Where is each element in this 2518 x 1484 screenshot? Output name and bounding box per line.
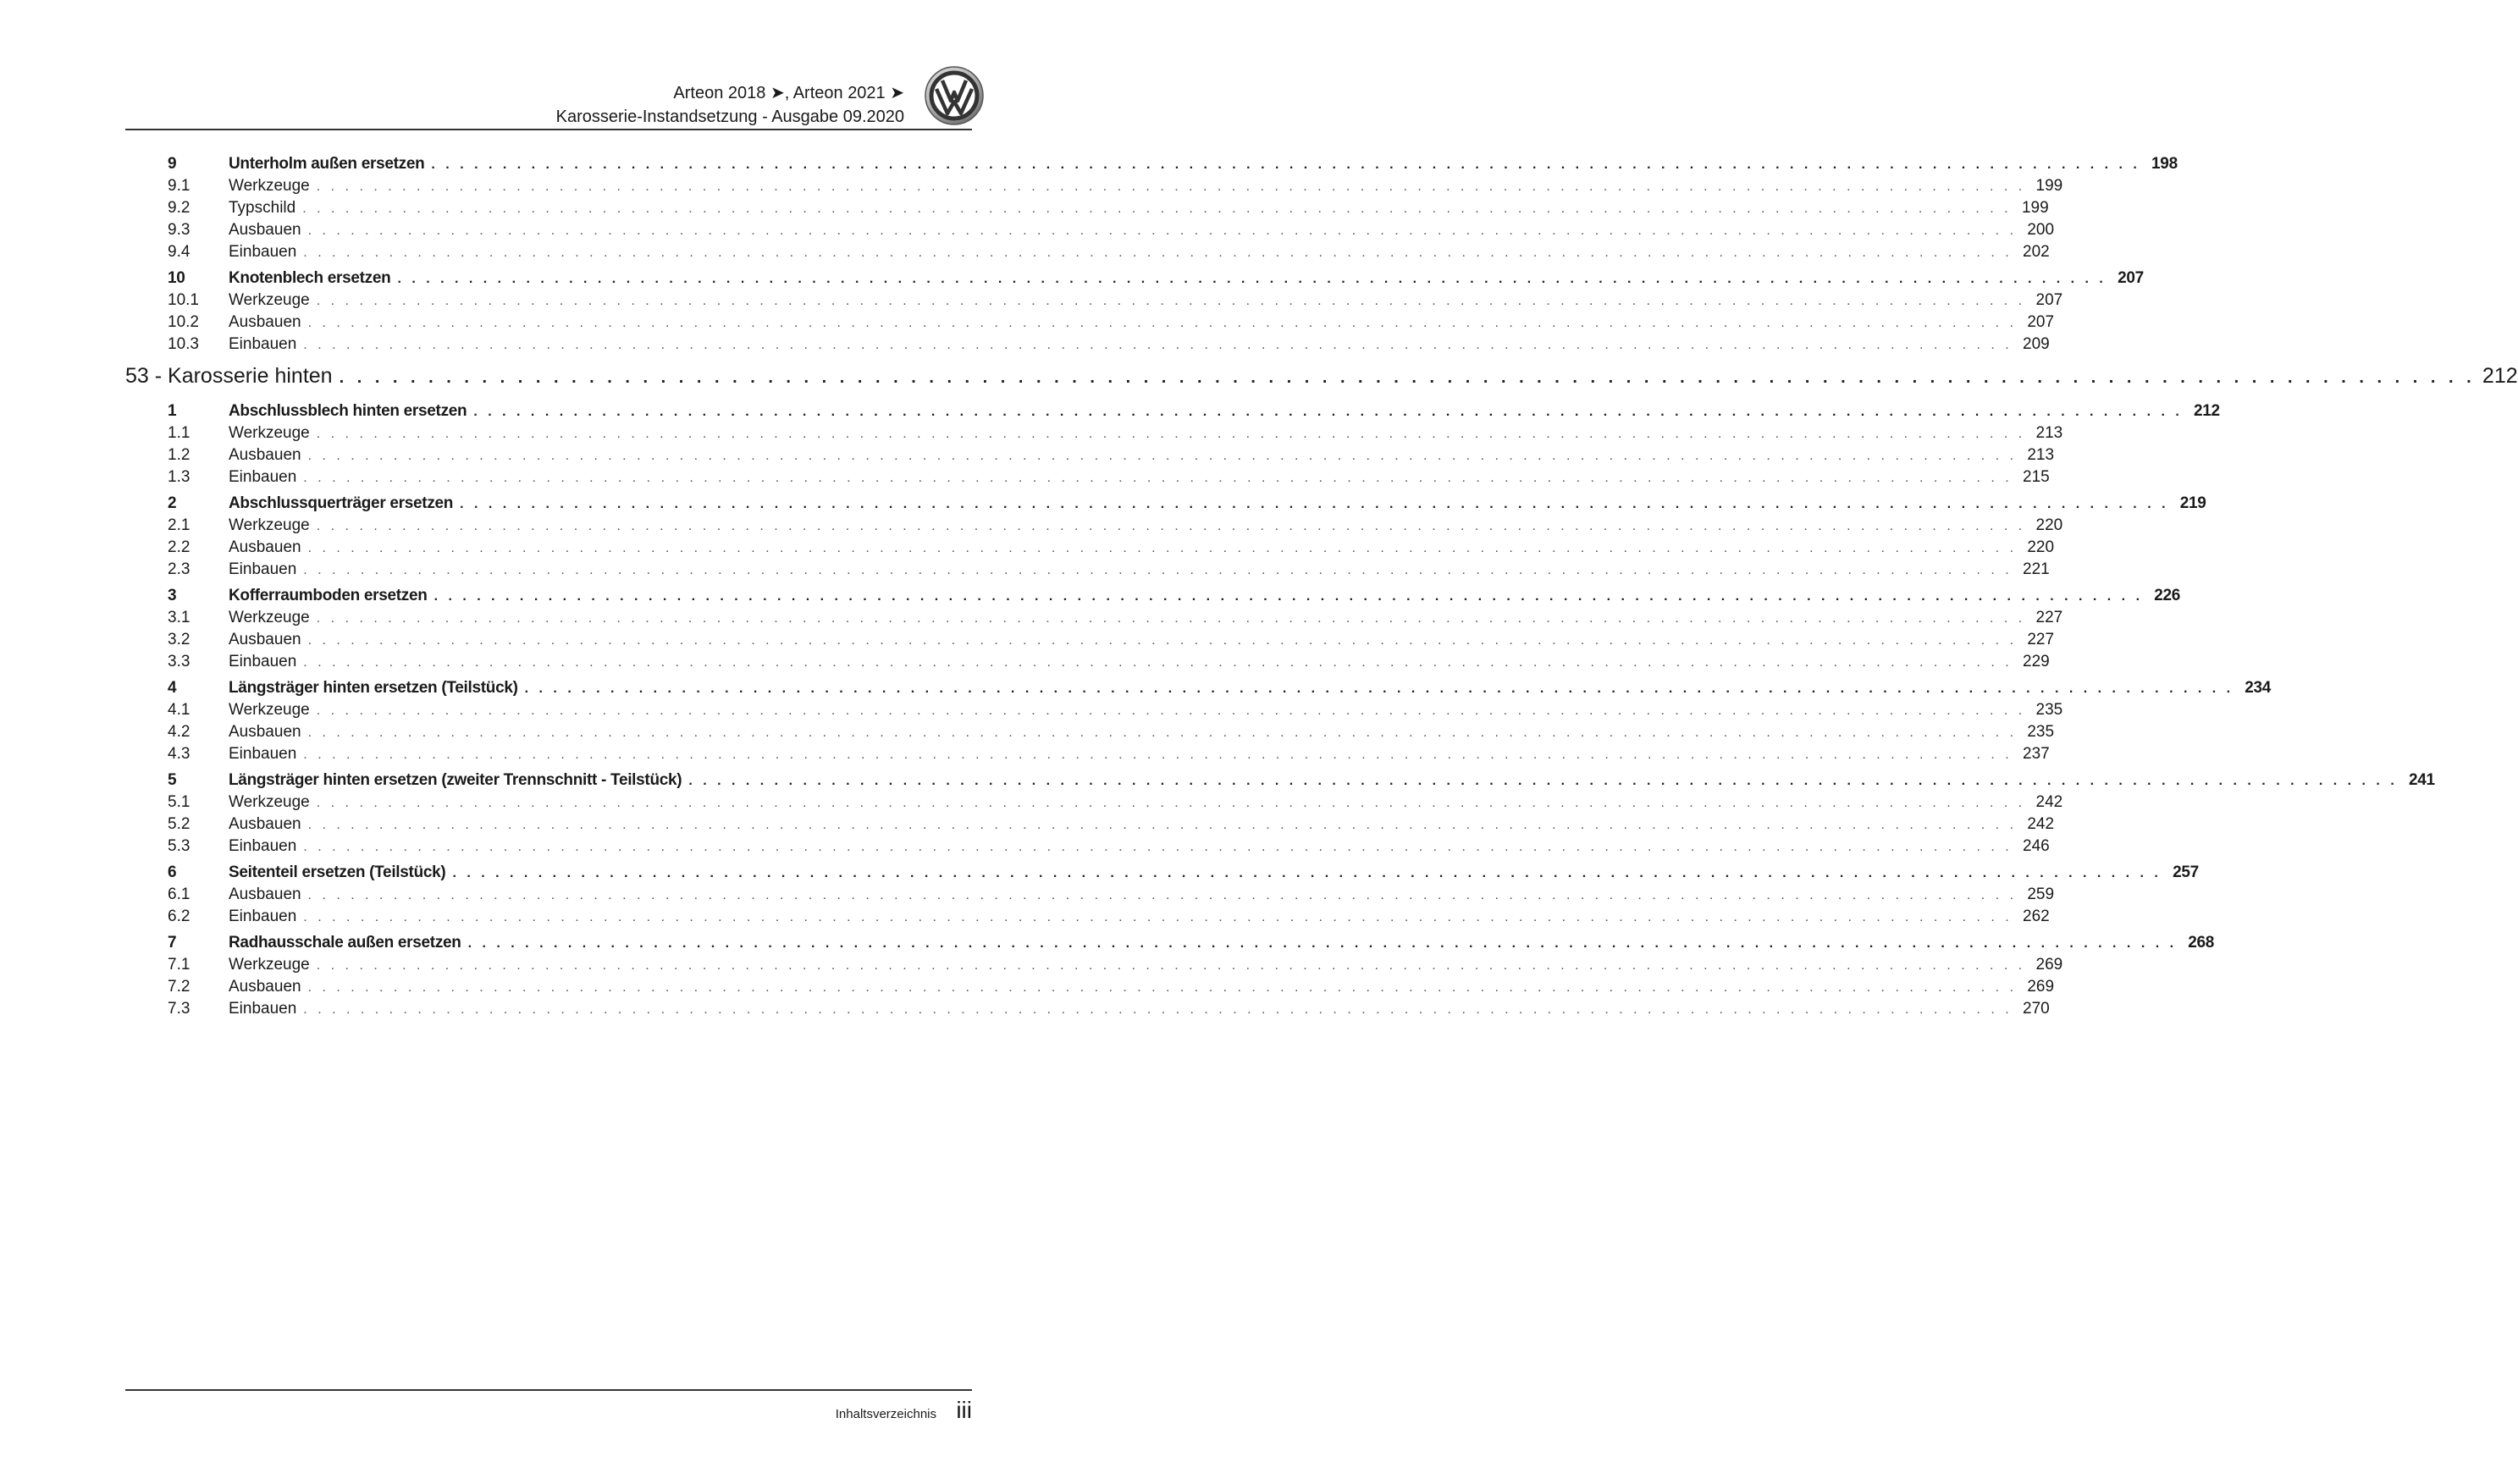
toc-leader-dots: . . . . . . . . . . . . . . . . . . . . . . . . . . . . . . . . . . . . . . . . . . . . . . . . . . . . . . . . . . . . . . . . . . . . . . . . . . . . . . . . . . . . . . . . . . . . . . . . . . . . . . . . . . . . . . . . . . . . . . . . bbox=[524, 681, 2234, 696]
toc-entry-title: Ausbauen bbox=[229, 313, 301, 331]
toc-entry-number: 1.3 bbox=[168, 468, 191, 486]
toc-item[interactable] bbox=[125, 609, 2063, 631]
toc-section[interactable] bbox=[125, 934, 2215, 956]
toc-section[interactable] bbox=[125, 494, 2206, 516]
toc-entry-page: 229 bbox=[2023, 653, 2050, 670]
toc-entry-number: 5.2 bbox=[168, 815, 191, 833]
toc-item[interactable] bbox=[125, 793, 2063, 815]
table-of-contents bbox=[125, 151, 2518, 1022]
toc-leader-dots: . . . . . . . . . . . . . . . . . . . . . . . . . . . . . . . . . . . . . . . . . . . . . . . . . . . . . . . . . . . . . . . . . . . . . . . . . . . . . . . . . . . . . . . . . . . . . . . . . . . . . . . . . . . . . . . . . . . . . . . . bbox=[302, 201, 2012, 216]
toc-leader-dots: . . . . . . . . . . . . . . . . . . . . . . . . . . . . . . . . . . . . . . . . . . . . . . . . . . . . . . . . . . . . . . . . . . . . . . . . . . . . . . . . . . . . . . . . . . . . . . . . . . . . . . . . . . . . . . . . . . . . . . . . bbox=[688, 774, 2398, 788]
toc-entry-page: 221 bbox=[2023, 560, 2050, 578]
toc-item[interactable] bbox=[125, 291, 2063, 313]
toc-entry-title: Einbauen bbox=[229, 745, 297, 763]
toc-item[interactable] bbox=[125, 885, 2055, 908]
toc-section[interactable] bbox=[125, 402, 2220, 424]
toc-item[interactable] bbox=[125, 446, 2055, 468]
toc-entry-title: Einbauen bbox=[229, 908, 297, 925]
toc-entry-title: Knotenblech ersetzen bbox=[229, 269, 391, 287]
toc-leader-dots: . . . . . . . . . . . . . . . . . . . . . . . . . . . . . . . . . . . . . . . . . . . . . . . . . . . . . . . . . . . . . . . . . . . . . . . . . . . . . . . . . . . . . . . . . . . . . . . . . . . . . . . . . . . . . . . . . . . . . . . . bbox=[316, 703, 2026, 718]
toc-entry-number: 2.1 bbox=[168, 516, 191, 534]
toc-entry-page: 242 bbox=[2027, 815, 2055, 833]
toc-entry-number: 6.2 bbox=[168, 908, 191, 925]
toc-leader-dots: . . . . . . . . . . . . . . . . . . . . . . . . . . . . . . . . . . . . . . . . . . . . . . . . . . . . . . . . . . . . . . . . . . . . . . . . . . . . . . . . . . . . . . . . . . . . . . . . . . . . . . . . . . . . . . . . . . . . . . . . bbox=[467, 936, 2178, 951]
toc-leader-dots: . . . . . . . . . . . . . . . . . . . . . . . . . . . . . . . . . . . . . . . . . . . . . . . . . . . . . . . . . . . . . . . . . . . . . . . . . . . . . . . . . . . . . . . . . . . . . . . . . . . . . . . . . . . . . . . . . . . . . . . . bbox=[307, 223, 2018, 238]
toc-item[interactable] bbox=[125, 908, 2050, 930]
toc-entry-number: 3.2 bbox=[168, 631, 191, 648]
toc-entry-number: 4.3 bbox=[168, 745, 191, 763]
toc-leader-dots: . . . . . . . . . . . . . . . . . . . . . . . . . . . . . . . . . . . . . . . . . . . . . . . . . . . . . . . . . . . . . . . . . . . . . . . . . . . . . . . . . . . . . . . . . . . . . . . . . . . . . . . . . . . . . . . . . . . . . . . . bbox=[316, 958, 2026, 973]
toc-leader-dots: . . . . . . . . . . . . . . . . . . . . . . . . . . . . . . . . . . . . . . . . . . . . . . . . . . . . . . . . . . . . . . . . . . . . . . . . . . . . . . . . . . . . . . . . . . . . . . . . . . . . . . . . . . . . . . . . . . . . . . . . bbox=[397, 272, 2107, 286]
toc-entry-title: Werkzeuge bbox=[229, 516, 310, 534]
toc-entry-title: Ausbauen bbox=[229, 631, 301, 648]
toc-leader-dots: . . . . . . . . . . . . . . . . . . . . . . . . . . . . . . . . . . . . . . . . . . . . . . . . . . . . . . . . . . . . . . . . . . . . . . . . . . . . . . . . . . . . . . . . . . . . . . . . . . . . . . . . . . . . . . . . . . . . . . . . bbox=[307, 541, 2018, 555]
toc-leader-dots: . . . . . . . . . . . . . . . . . . . . . . . . . . . . . . . . . . . . . . . . . . . . . . . . . . . . . . . . . . . . . . . . . . . . . . . . . . . . . . . . . . . . . . . . . . . . . . . . . . . . . . . . . . . . . . . . . . . . . . . . bbox=[339, 368, 2476, 387]
toc-leader-dots: . . . . . . . . . . . . . . . . . . . . . . . . . . . . . . . . . . . . . . . . . . . . . . . . . . . . . . . . . . . . . . . . . . . . . . . . . . . . . . . . . . . . . . . . . . . . . . . . . . . . . . . . . . . . . . . . . . . . . . . . bbox=[316, 611, 2026, 626]
toc-entry-number: 4.1 bbox=[168, 701, 191, 719]
toc-entry-title: Längsträger hinten ersetzen (zweiter Trennschnitt - Teilstück) bbox=[229, 771, 682, 789]
toc-entry-title: Einbauen bbox=[229, 653, 297, 670]
toc-entry-page: 213 bbox=[2027, 446, 2055, 464]
toc-leader-dots: . . . . . . . . . . . . . . . . . . . . . . . . . . . . . . . . . . . . . . . . . . . . . . . . . . . . . . . . . . . . . . . . . . . . . . . . . . . . . . . . . . . . . . . . . . . . . . . . . . . . . . . . . . . . . . . . . . . . . . . . bbox=[303, 840, 2013, 854]
toc-leader-dots: . . . . . . . . . . . . . . . . . . . . . . . . . . . . . . . . . . . . . . . . . . . . . . . . . . . . . . . . . . . . . . . . . . . . . . . . . . . . . . . . . . . . . . . . . . . . . . . . . . . . . . . . . . . . . . . . . . . . . . . . bbox=[307, 633, 2018, 648]
toc-entry-title: Abschlussquerträger ersetzen bbox=[229, 494, 454, 512]
toc-item[interactable] bbox=[125, 723, 2055, 745]
toc-section[interactable] bbox=[125, 587, 2181, 609]
toc-entry-page: 200 bbox=[2027, 221, 2055, 239]
toc-item[interactable] bbox=[125, 978, 2055, 1000]
toc-entry-title: Werkzeuge bbox=[229, 291, 310, 309]
toc-entry-page: 227 bbox=[2035, 609, 2063, 626]
toc-entry-title: Einbauen bbox=[229, 560, 297, 578]
toc-leader-dots: . . . . . . . . . . . . . . . . . . . . . . . . . . . . . . . . . . . . . . . . . . . . . . . . . . . . . . . . . . . . . . . . . . . . . . . . . . . . . . . . . . . . . . . . . . . . . . . . . . . . . . . . . . . . . . . . . . . . . . . . bbox=[303, 471, 2013, 485]
toc-entry-page: 209 bbox=[2023, 335, 2050, 353]
toc-item[interactable] bbox=[125, 631, 2055, 653]
toc-entry-page: 199 bbox=[2035, 177, 2063, 195]
toc-entry-title: Werkzeuge bbox=[229, 609, 310, 626]
toc-item[interactable] bbox=[125, 653, 2050, 675]
toc-entry-number: 10.2 bbox=[168, 313, 199, 331]
toc-item[interactable] bbox=[125, 815, 2055, 837]
toc-entry-title: Längsträger hinten ersetzen (Teilstück) bbox=[229, 679, 518, 697]
toc-entry-page: 246 bbox=[2023, 837, 2050, 855]
toc-item[interactable] bbox=[125, 516, 2063, 538]
toc-entry-page: 242 bbox=[2035, 793, 2063, 811]
toc-entry-page: 212 bbox=[2482, 364, 2518, 388]
toc-entry-number: 1.2 bbox=[168, 446, 191, 464]
toc-entry-number: 10.1 bbox=[168, 291, 199, 309]
toc-entry-page: 202 bbox=[2023, 243, 2050, 261]
toc-entry-number: 5 bbox=[168, 771, 177, 789]
toc-entry-number: 1.1 bbox=[168, 424, 191, 442]
toc-item[interactable] bbox=[125, 199, 2049, 221]
header-divider bbox=[125, 129, 972, 130]
toc-item[interactable] bbox=[125, 956, 2063, 978]
toc-entry-title: Einbauen bbox=[229, 837, 297, 855]
toc-entry-title: Werkzeuge bbox=[229, 177, 310, 195]
toc-item[interactable] bbox=[125, 538, 2055, 560]
toc-entry-title: Ausbauen bbox=[229, 538, 301, 556]
toc-leader-dots: . . . . . . . . . . . . . . . . . . . . . . . . . . . . . . . . . . . . . . . . . . . . . . . . . . . . . . . . . . . . . . . . . . . . . . . . . . . . . . . . . . . . . . . . . . . . . . . . . . . . . . . . . . . . . . . . . . . . . . . . bbox=[303, 563, 2013, 577]
toc-item[interactable] bbox=[125, 837, 2050, 859]
toc-entry-page: 198 bbox=[2151, 155, 2178, 173]
toc-section[interactable] bbox=[125, 155, 2178, 177]
toc-entry-title: Radhausschale außen ersetzen bbox=[229, 934, 461, 952]
toc-leader-dots: . . . . . . . . . . . . . . . . . . . . . . . . . . . . . . . . . . . . . . . . . . . . . . . . . . . . . . . . . . . . . . . . . . . . . . . . . . . . . . . . . . . . . . . . . . . . . . . . . . . . . . . . . . . . . . . . . . . . . . . . bbox=[303, 338, 2013, 352]
toc-item[interactable] bbox=[125, 335, 2050, 357]
toc-leader-dots: . . . . . . . . . . . . . . . . . . . . . . . . . . . . . . . . . . . . . . . . . . . . . . . . . . . . . . . . . . . . . . . . . . . . . . . . . . . . . . . . . . . . . . . . . . . . . . . . . . . . . . . . . . . . . . . . . . . . . . . . bbox=[307, 818, 2018, 832]
vw-logo-icon bbox=[925, 66, 984, 125]
toc-section[interactable] bbox=[125, 771, 2435, 793]
toc-leader-dots: . . . . . . . . . . . . . . . . . . . . . . . . . . . . . . . . . . . . . . . . . . . . . . . . . . . . . . . . . . . . . . . . . . . . . . . . . . . . . . . . . . . . . . . . . . . . . . . . . . . . . . . . . . . . . . . . . . . . . . . . bbox=[473, 405, 2183, 419]
header-model-line: Arteon 2018 ➤, Arteon 2021 ➤ bbox=[673, 84, 904, 102]
toc-entry-title: Einbauen bbox=[229, 1000, 297, 1018]
toc-entry-number: 1 bbox=[168, 402, 177, 420]
toc-section[interactable] bbox=[125, 269, 2144, 291]
toc-entry-number: 2.2 bbox=[168, 538, 191, 556]
toc-entry-title: Einbauen bbox=[229, 468, 297, 486]
toc-item[interactable] bbox=[125, 177, 2063, 199]
toc-entry-title: Werkzeuge bbox=[229, 424, 310, 442]
toc-entry-page: 213 bbox=[2035, 424, 2063, 442]
toc-entry-title: Werkzeuge bbox=[229, 701, 310, 719]
toc-leader-dots: . . . . . . . . . . . . . . . . . . . . . . . . . . . . . . . . . . . . . . . . . . . . . . . . . . . . . . . . . . . . . . . . . . . . . . . . . . . . . . . . . . . . . . . . . . . . . . . . . . . . . . . . . . . . . . . . . . . . . . . . bbox=[460, 497, 2169, 511]
toc-entry-page: 234 bbox=[2245, 679, 2272, 697]
toc-entry-title: Ausbauen bbox=[229, 885, 301, 903]
toc-item[interactable] bbox=[125, 221, 2055, 243]
toc-section[interactable] bbox=[125, 679, 2272, 701]
toc-leader-dots: . . . . . . . . . . . . . . . . . . . . . . . . . . . . . . . . . . . . . . . . . . . . . . . . . . . . . . . . . . . . . . . . . . . . . . . . . . . . . . . . . . . . . . . . . . . . . . . . . . . . . . . . . . . . . . . . . . . . . . . . bbox=[303, 1002, 2013, 1017]
toc-entry-number: 9.2 bbox=[168, 199, 191, 217]
toc-entry-number: 5.1 bbox=[168, 793, 191, 811]
toc-entry-number: 3 bbox=[168, 587, 177, 604]
toc-item[interactable] bbox=[125, 745, 2050, 767]
toc-entry-page: 259 bbox=[2027, 885, 2055, 903]
toc-entry-page: 269 bbox=[2035, 956, 2063, 974]
toc-entry-number: 10 bbox=[168, 269, 185, 287]
toc-entry-number: 9.1 bbox=[168, 177, 191, 195]
toc-entry-page: 257 bbox=[2173, 863, 2199, 881]
toc-item[interactable] bbox=[125, 313, 2055, 335]
toc-entry-title: Ausbauen bbox=[229, 446, 301, 464]
toc-item[interactable] bbox=[125, 243, 2050, 265]
toc-entry-number: 6 bbox=[168, 863, 177, 881]
toc-entry-number: 10.3 bbox=[168, 335, 199, 353]
toc-entry-page: 227 bbox=[2027, 631, 2055, 648]
footer-page-number: iii bbox=[956, 1397, 972, 1423]
toc-entry-number: 7.1 bbox=[168, 956, 191, 974]
toc-entry-page: 268 bbox=[2188, 934, 2215, 952]
toc-entry-page: 207 bbox=[2027, 313, 2055, 331]
footer-divider bbox=[125, 1389, 972, 1391]
toc-entry-number: 6.1 bbox=[168, 885, 191, 903]
toc-leader-dots: . . . . . . . . . . . . . . . . . . . . . . . . . . . . . . . . . . . . . . . . . . . . . . . . . . . . . . . . . . . . . . . . . . . . . . . . . . . . . . . . . . . . . . . . . . . . . . . . . . . . . . . . . . . . . . . . . . . . . . . . bbox=[452, 866, 2162, 880]
toc-entry-page: 215 bbox=[2023, 468, 2050, 486]
toc-item[interactable] bbox=[125, 468, 2050, 490]
toc-entry-page: 212 bbox=[2193, 402, 2220, 420]
toc-leader-dots: . . . . . . . . . . . . . . . . . . . . . . . . . . . . . . . . . . . . . . . . . . . . . . . . . . . . . . . . . . . . . . . . . . . . . . . . . . . . . . . . . . . . . . . . . . . . . . . . . . . . . . . . . . . . . . . . . . . . . . . . bbox=[307, 980, 2018, 995]
toc-entry-page: 262 bbox=[2023, 908, 2050, 925]
toc-entry-page: 237 bbox=[2023, 745, 2050, 763]
toc-entry-number: 2 bbox=[168, 494, 177, 512]
toc-entry-number: 9.3 bbox=[168, 221, 191, 239]
toc-entry-number: 9 bbox=[168, 155, 177, 173]
toc-leader-dots: . . . . . . . . . . . . . . . . . . . . . . . . . . . . . . . . . . . . . . . . . . . . . . . . . . . . . . . . . . . . . . . . . . . . . . . . . . . . . . . . . . . . . . . . . . . . . . . . . . . . . . . . . . . . . . . . . . . . . . . . bbox=[303, 655, 2013, 670]
toc-item[interactable] bbox=[125, 560, 2050, 582]
toc-chapter[interactable] bbox=[125, 364, 2518, 398]
toc-entry-page: 270 bbox=[2023, 1000, 2050, 1018]
page-header bbox=[125, 74, 904, 125]
toc-entry-title: Typschild bbox=[229, 199, 296, 217]
toc-entry-title: Abschlussblech hinten ersetzen bbox=[229, 402, 467, 420]
toc-entry-title: Kofferraumboden ersetzen bbox=[229, 587, 428, 604]
toc-entry-title: Werkzeuge bbox=[229, 956, 310, 974]
toc-leader-dots: . . . . . . . . . . . . . . . . . . . . . . . . . . . . . . . . . . . . . . . . . . . . . . . . . . . . . . . . . . . . . . . . . . . . . . . . . . . . . . . . . . . . . . . . . . . . . . . . . . . . . . . . . . . . . . . . . . . . . . . . bbox=[307, 888, 2018, 902]
toc-entry-title: Ausbauen bbox=[229, 978, 301, 996]
toc-entry-number: 2.3 bbox=[168, 560, 191, 578]
toc-entry-number: 4.2 bbox=[168, 723, 191, 741]
toc-leader-dots: . . . . . . . . . . . . . . . . . . . . . . . . . . . . . . . . . . . . . . . . . . . . . . . . . . . . . . . . . . . . . . . . . . . . . . . . . . . . . . . . . . . . . . . . . . . . . . . . . . . . . . . . . . . . . . . . . . . . . . . . bbox=[431, 157, 2140, 172]
toc-entry-number: 3.3 bbox=[168, 653, 191, 670]
toc-entry-number: 5.3 bbox=[168, 837, 191, 855]
toc-entry-title: Einbauen bbox=[229, 335, 297, 353]
toc-entry-number: 3.1 bbox=[168, 609, 191, 626]
toc-entry-page: 219 bbox=[2179, 494, 2206, 512]
toc-leader-dots: . . . . . . . . . . . . . . . . . . . . . . . . . . . . . . . . . . . . . . . . . . . . . . . . . . . . . . . . . . . . . . . . . . . . . . . . . . . . . . . . . . . . . . . . . . . . . . . . . . . . . . . . . . . . . . . . . . . . . . . . bbox=[307, 725, 2018, 740]
toc-leader-dots: . . . . . . . . . . . . . . . . . . . . . . . . . . . . . . . . . . . . . . . . . . . . . . . . . . . . . . . . . . . . . . . . . . . . . . . . . . . . . . . . . . . . . . . . . . . . . . . . . . . . . . . . . . . . . . . . . . . . . . . . bbox=[303, 910, 2013, 924]
footer-section-label: Inhaltsverzeichnis bbox=[835, 1407, 936, 1421]
toc-entry-page: 220 bbox=[2035, 516, 2063, 534]
toc-entry-page: 199 bbox=[2021, 199, 2049, 217]
toc-leader-dots: . . . . . . . . . . . . . . . . . . . . . . . . . . . . . . . . . . . . . . . . . . . . . . . . . . . . . . . . . . . . . . . . . . . . . . . . . . . . . . . . . . . . . . . . . . . . . . . . . . . . . . . . . . . . . . . . . . . . . . . . bbox=[307, 449, 2018, 463]
toc-entry-page: 241 bbox=[2408, 771, 2435, 789]
toc-entry-page: 235 bbox=[2027, 723, 2055, 741]
toc-leader-dots: . . . . . . . . . . . . . . . . . . . . . . . . . . . . . . . . . . . . . . . . . . . . . . . . . . . . . . . . . . . . . . . . . . . . . . . . . . . . . . . . . . . . . . . . . . . . . . . . . . . . . . . . . . . . . . . . . . . . . . . . bbox=[303, 748, 2013, 762]
toc-entry-number: 7.3 bbox=[168, 1000, 191, 1018]
toc-entry-title: Werkzeuge bbox=[229, 793, 310, 811]
toc-leader-dots: . . . . . . . . . . . . . . . . . . . . . . . . . . . . . . . . . . . . . . . . . . . . . . . . . . . . . . . . . . . . . . . . . . . . . . . . . . . . . . . . . . . . . . . . . . . . . . . . . . . . . . . . . . . . . . . . . . . . . . . . bbox=[316, 179, 2026, 194]
toc-entry-title: Einbauen bbox=[229, 243, 297, 261]
toc-entry-page: 226 bbox=[2154, 587, 2181, 604]
toc-entry-number: 7.2 bbox=[168, 978, 191, 996]
toc-leader-dots: . . . . . . . . . . . . . . . . . . . . . . . . . . . . . . . . . . . . . . . . . . . . . . . . . . . . . . . . . . . . . . . . . . . . . . . . . . . . . . . . . . . . . . . . . . . . . . . . . . . . . . . . . . . . . . . . . . . . . . . . bbox=[433, 589, 2144, 604]
toc-leader-dots: . . . . . . . . . . . . . . . . . . . . . . . . . . . . . . . . . . . . . . . . . . . . . . . . . . . . . . . . . . . . . . . . . . . . . . . . . . . . . . . . . . . . . . . . . . . . . . . . . . . . . . . . . . . . . . . . . . . . . . . . bbox=[303, 245, 2013, 260]
toc-item[interactable] bbox=[125, 424, 2063, 446]
toc-leader-dots: . . . . . . . . . . . . . . . . . . . . . . . . . . . . . . . . . . . . . . . . . . . . . . . . . . . . . . . . . . . . . . . . . . . . . . . . . . . . . . . . . . . . . . . . . . . . . . . . . . . . . . . . . . . . . . . . . . . . . . . . bbox=[316, 796, 2026, 810]
toc-entry-title: Seitenteil ersetzen (Teilstück) bbox=[229, 863, 446, 881]
toc-entry-page: 235 bbox=[2035, 701, 2063, 719]
toc-item[interactable] bbox=[125, 701, 2063, 723]
header-manual-title: Karosserie-Instandsetzung - Ausgabe 09.2020 bbox=[555, 108, 904, 126]
toc-entry-title: 53 - Karosserie hinten bbox=[125, 364, 333, 388]
toc-entry-number: 4 bbox=[168, 679, 177, 697]
toc-item[interactable] bbox=[125, 1000, 2050, 1022]
toc-section[interactable] bbox=[125, 863, 2199, 885]
toc-entry-page: 207 bbox=[2035, 291, 2063, 309]
toc-entry-page: 220 bbox=[2027, 538, 2055, 556]
toc-entry-title: Unterholm außen ersetzen bbox=[229, 155, 425, 173]
toc-leader-dots: . . . . . . . . . . . . . . . . . . . . . . . . . . . . . . . . . . . . . . . . . . . . . . . . . . . . . . . . . . . . . . . . . . . . . . . . . . . . . . . . . . . . . . . . . . . . . . . . . . . . . . . . . . . . . . . . . . . . . . . . bbox=[316, 294, 2026, 308]
toc-entry-page: 207 bbox=[2118, 269, 2144, 287]
toc-entry-title: Ausbauen bbox=[229, 723, 301, 741]
toc-entry-title: Ausbauen bbox=[229, 815, 301, 833]
toc-leader-dots: . . . . . . . . . . . . . . . . . . . . . . . . . . . . . . . . . . . . . . . . . . . . . . . . . . . . . . . . . . . . . . . . . . . . . . . . . . . . . . . . . . . . . . . . . . . . . . . . . . . . . . . . . . . . . . . . . . . . . . . . bbox=[316, 519, 2026, 533]
toc-entry-title: Ausbauen bbox=[229, 221, 301, 239]
toc-entry-number: 7 bbox=[168, 934, 177, 952]
toc-leader-dots: . . . . . . . . . . . . . . . . . . . . . . . . . . . . . . . . . . . . . . . . . . . . . . . . . . . . . . . . . . . . . . . . . . . . . . . . . . . . . . . . . . . . . . . . . . . . . . . . . . . . . . . . . . . . . . . . . . . . . . . . bbox=[316, 427, 2026, 441]
toc-entry-page: 269 bbox=[2027, 978, 2055, 996]
toc-leader-dots: . . . . . . . . . . . . . . . . . . . . . . . . . . . . . . . . . . . . . . . . . . . . . . . . . . . . . . . . . . . . . . . . . . . . . . . . . . . . . . . . . . . . . . . . . . . . . . . . . . . . . . . . . . . . . . . . . . . . . . . . bbox=[307, 316, 2018, 330]
toc-entry-number: 9.4 bbox=[168, 243, 191, 261]
